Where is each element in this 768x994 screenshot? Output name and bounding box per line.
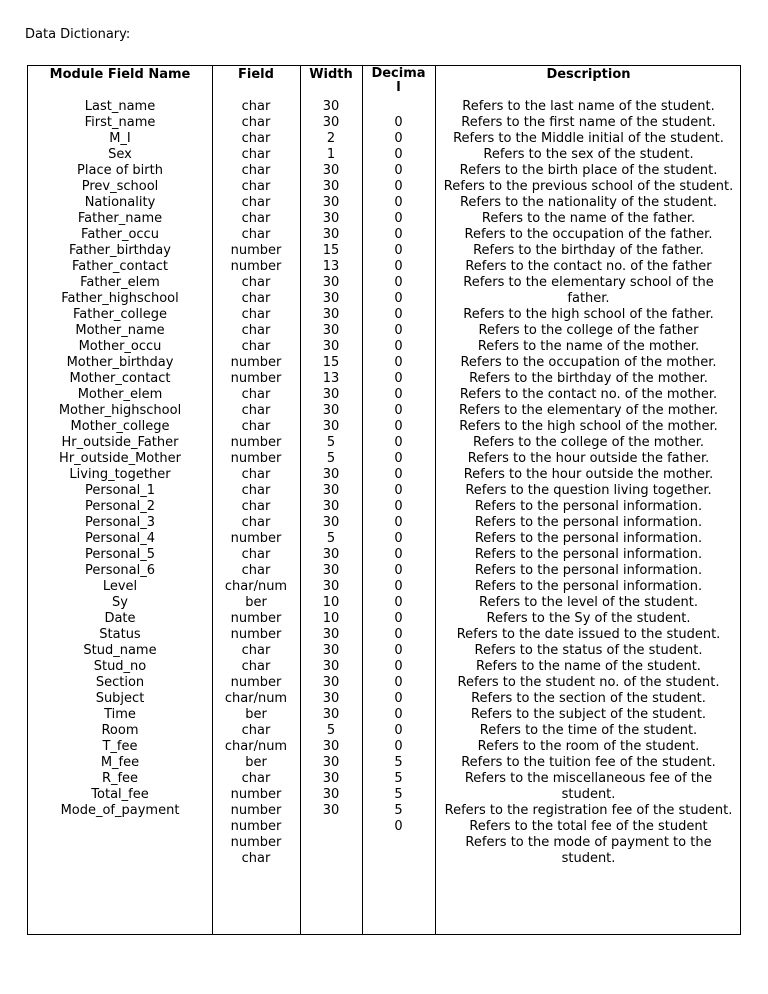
- module-field-name-cell: Living_together: [69, 467, 171, 482]
- field-type-cell: char: [241, 339, 271, 354]
- width-cell: 30: [322, 403, 340, 418]
- module-field-name-cell: Personal_6: [84, 563, 156, 578]
- decimal-cell: 0: [394, 339, 403, 354]
- description-cell: Refers to the student no. of the student.: [457, 675, 720, 690]
- description-cell: Refers to the hour outside the father.: [467, 451, 710, 466]
- decimal-cell: 0: [394, 451, 403, 466]
- field-type-cell: char: [241, 387, 271, 402]
- module-field-name-cell: T_fee: [102, 739, 138, 754]
- module-field-name-cell: Father_elem: [80, 275, 160, 290]
- description-cell: Refers to the birthday of the mother.: [469, 371, 708, 386]
- field-type-cell: char/num: [224, 579, 288, 594]
- width-cell: 30: [322, 467, 340, 482]
- width-cell: 30: [322, 787, 340, 802]
- decimal-cell: 0: [394, 179, 403, 194]
- module-field-name-cell: Stud_no: [93, 659, 147, 674]
- width-cell: 30: [322, 739, 340, 754]
- decimal-cell: 0: [394, 387, 403, 402]
- field-type-cell: char: [241, 275, 271, 290]
- module-field-name-cell: Father_occu: [81, 227, 159, 242]
- width-cell: 30: [322, 771, 340, 786]
- decimal-cell: 0: [394, 307, 403, 322]
- decimal-cell: [362, 99, 435, 115]
- decimal-cell: 0: [394, 611, 403, 626]
- field-type-cell: number: [230, 675, 282, 690]
- page-title: Data Dictionary:: [25, 27, 131, 42]
- module-field-name-cell: Father_name: [77, 211, 163, 226]
- decimal-cell: 0: [394, 723, 403, 738]
- decimal-list: [362, 99, 435, 835]
- module-field-name-cell: Father_highschool: [61, 291, 179, 306]
- width-cell: 30: [322, 419, 340, 434]
- width-cell: 30: [322, 275, 340, 290]
- description-cell: Refers to the elementary school of the father.: [463, 275, 714, 306]
- width-column: [300, 66, 362, 819]
- module-field-name-cell: Mode_of_payment: [60, 803, 180, 818]
- module-field-name-cell: Personal_3: [84, 515, 156, 530]
- width-cell: 5: [326, 531, 336, 546]
- width-cell: 30: [322, 339, 340, 354]
- description-cell: Refers to the status of the student.: [474, 643, 703, 658]
- description-cell: Refers to the occupation of the mother.: [460, 355, 717, 370]
- decimal-cell: 0: [394, 195, 403, 210]
- width-header: Width: [309, 67, 353, 82]
- module-field-name-cell: Father_college: [72, 307, 167, 322]
- decimal-cell: 0: [394, 291, 403, 306]
- module-field-name-cell: R_fee: [101, 771, 139, 786]
- field-type-cell: char: [241, 723, 271, 738]
- width-cell: 30: [322, 691, 340, 706]
- width-cell: 30: [322, 483, 340, 498]
- description-cell: Refers to the college of the father: [478, 323, 699, 338]
- width-cell: 30: [322, 627, 340, 642]
- width-list: [300, 99, 362, 819]
- field-type-cell: char: [241, 771, 271, 786]
- width-cell: 30: [322, 99, 340, 114]
- module-field-name-cell: Sex: [108, 147, 132, 162]
- field-type-cell: number: [230, 835, 282, 850]
- decimal-cell: 0: [394, 243, 403, 258]
- field-type-cell: ber: [245, 755, 267, 770]
- module-field-name-cell: Last_name: [84, 99, 156, 114]
- decimal-cell: 5: [394, 803, 403, 818]
- description-list: [441, 99, 736, 867]
- module-field-name-cell: Mother_college: [70, 419, 170, 434]
- module-field-name-cell: Mother_birthday: [66, 355, 174, 370]
- decimal-cell: 0: [394, 563, 403, 578]
- decimal-cell: 5: [394, 771, 403, 786]
- width-cell: 30: [322, 499, 340, 514]
- description-column: [435, 66, 742, 867]
- decimal-cell: 0: [394, 579, 403, 594]
- module-field-name-cell: Mother_highschool: [58, 403, 182, 418]
- description-cell: Refers to the subject of the student.: [470, 707, 707, 722]
- field-type-cell: char: [241, 467, 271, 482]
- width-cell: 30: [322, 323, 340, 338]
- module-column: [28, 66, 212, 819]
- decimal-cell: 0: [394, 211, 403, 226]
- field-type-cell: number: [230, 819, 282, 834]
- decimal-cell: 0: [394, 483, 403, 498]
- module-field-name-cell: M_I: [109, 131, 131, 146]
- description-cell: Refers to the high school of the mother.: [459, 419, 718, 434]
- field-type-cell: char: [241, 515, 271, 530]
- module-field-name-cell: Section: [95, 675, 145, 690]
- field-type-cell: number: [230, 355, 282, 370]
- module-field-name-cell: Personal_5: [84, 547, 156, 562]
- width-cell: 30: [322, 515, 340, 530]
- module-field-name-cell: Prev_school: [81, 179, 159, 194]
- field-list: [212, 99, 300, 867]
- module-field-name-cell: Mother_contact: [69, 371, 171, 386]
- width-cell: 13: [322, 371, 340, 386]
- field-type-cell: number: [230, 259, 282, 274]
- description-cell: Refers to the registration fee of the student.: [444, 803, 733, 818]
- field-type-cell: char: [241, 211, 271, 226]
- module-field-name-cell: First_name: [84, 115, 156, 130]
- decimal-cell: 0: [394, 691, 403, 706]
- module-field-name-cell: Total_fee: [91, 787, 149, 802]
- description-cell: Refers to the personal information.: [474, 515, 703, 530]
- description-cell: Refers to the last name of the student.: [462, 99, 715, 114]
- decimal-cell: 0: [394, 707, 403, 722]
- field-type-cell: number: [230, 611, 282, 626]
- decimal-cell: 0: [394, 643, 403, 658]
- description-cell: Refers to the total fee of the student: [469, 819, 708, 834]
- width-cell: 13: [322, 259, 340, 274]
- module-field-name-cell: Subject: [95, 691, 145, 706]
- field-type-cell: char: [241, 291, 271, 306]
- decimal-cell: 0: [394, 531, 403, 546]
- module-field-name-cell: Status: [99, 627, 141, 642]
- field-type-cell: number: [230, 243, 282, 258]
- module-field-name-cell: Mother_occu: [78, 339, 162, 354]
- decimal-cell: 0: [394, 131, 403, 146]
- width-cell: 30: [322, 755, 340, 770]
- module-field-name-cell: Time: [104, 707, 136, 722]
- description-cell: Refers to the personal information.: [474, 531, 703, 546]
- field-type-cell: char: [241, 147, 271, 162]
- module-field-name-cell: Hr_outside_Mother: [59, 451, 181, 466]
- description-cell: Refers to the Sy of the student.: [486, 611, 691, 626]
- description-cell: Refers to the Middle initial of the student.: [453, 131, 724, 146]
- field-type-cell: number: [230, 451, 282, 466]
- width-cell: 5: [326, 723, 336, 738]
- width-cell: 15: [322, 243, 340, 258]
- width-cell: 30: [322, 643, 340, 658]
- module-field-name-cell: Level: [102, 579, 138, 594]
- description-cell: Refers to the time of the student.: [479, 723, 698, 738]
- module-field-name-cell: Room: [101, 723, 139, 738]
- decimal-cell: 0: [394, 595, 403, 610]
- description-cell: Refers to the sex of the student.: [483, 147, 694, 162]
- width-cell: 30: [322, 115, 340, 130]
- field-type-cell: char: [241, 547, 271, 562]
- description-cell: Refers to the contact no. of the father: [465, 259, 712, 274]
- field-type-cell: char: [241, 851, 271, 866]
- data-dictionary-table: [27, 65, 741, 935]
- field-type-cell: char: [241, 419, 271, 434]
- description-cell: Refers to the question living together.: [465, 483, 712, 498]
- description-cell: Refers to the elementary of the mother.: [458, 403, 719, 418]
- description-cell: Refers to the birthday of the father.: [473, 243, 704, 258]
- width-cell: 30: [322, 707, 340, 722]
- module-field-name-cell: Father_birthday: [69, 243, 171, 258]
- field-type-cell: char: [241, 659, 271, 674]
- description-cell: Refers to the personal information.: [474, 563, 703, 578]
- width-cell: 30: [322, 547, 340, 562]
- module-field-name-cell: Stud_name: [83, 643, 157, 658]
- description-cell: Refers to the college of the mother.: [473, 435, 704, 450]
- field-type-cell: char: [241, 483, 271, 498]
- decimal-cell: 0: [394, 547, 403, 562]
- module-field-name-cell: Place of birth: [77, 163, 163, 178]
- width-cell: 1: [326, 147, 336, 162]
- decimal-cell: 0: [394, 467, 403, 482]
- module-field-name-cell: Personal_4: [84, 531, 156, 546]
- width-cell: 30: [322, 659, 340, 674]
- description-cell: Refers to the nationality of the student.: [459, 195, 718, 210]
- description-cell: Refers to the level of the student.: [479, 595, 698, 610]
- field-type-cell: char: [241, 99, 271, 114]
- module-field-name-cell: Mother_name: [75, 323, 165, 338]
- module-list: [28, 99, 212, 819]
- decimal-cell: 0: [394, 403, 403, 418]
- field-type-cell: number: [230, 627, 282, 642]
- description-cell: Refers to the personal information.: [474, 579, 703, 594]
- width-cell: 30: [322, 227, 340, 242]
- width-cell: 2: [326, 131, 336, 146]
- width-cell: 15: [322, 355, 340, 370]
- field-type-cell: number: [230, 803, 282, 818]
- module-field-name-cell: Sy: [112, 595, 128, 610]
- description-cell: Refers to the name of the mother.: [477, 339, 700, 354]
- module-field-name-cell: M_fee: [100, 755, 140, 770]
- field-type-cell: ber: [245, 707, 267, 722]
- description-cell: Refers to the hour outside the mother.: [463, 467, 714, 482]
- decimal-cell: 0: [394, 419, 403, 434]
- width-cell: 30: [322, 195, 340, 210]
- description-cell: Refers to the personal information.: [474, 547, 703, 562]
- decimal-header: Decima l: [371, 66, 426, 95]
- description-cell: Refers to the name of the student.: [476, 659, 701, 674]
- decimal-cell: 0: [394, 147, 403, 162]
- width-cell: 30: [322, 803, 340, 818]
- description-cell: Refers to the previous school of the student.: [443, 179, 734, 194]
- module-field-name-cell: Date: [104, 611, 136, 626]
- width-cell: 30: [322, 179, 340, 194]
- decimal-column: [362, 66, 435, 835]
- decimal-cell: 0: [394, 227, 403, 242]
- decimal-cell: 0: [394, 435, 403, 450]
- width-cell: 30: [322, 387, 340, 402]
- field-type-cell: ber: [245, 595, 267, 610]
- field-type-cell: char: [241, 323, 271, 338]
- description-cell: Refers to the room of the student.: [477, 739, 700, 754]
- description-cell: Refers to the personal information.: [474, 499, 703, 514]
- module-field-name-cell: Father_contact: [71, 259, 169, 274]
- decimal-cell: 5: [394, 787, 403, 802]
- description-header: Description: [546, 67, 631, 82]
- field-type-cell: char: [241, 307, 271, 322]
- decimal-cell: 0: [394, 819, 403, 834]
- decimal-cell: 0: [394, 163, 403, 178]
- decimal-cell: 0: [394, 499, 403, 514]
- field-type-cell: number: [230, 531, 282, 546]
- decimal-cell: 0: [394, 275, 403, 290]
- width-cell: 30: [322, 211, 340, 226]
- description-cell: Refers to the name of the father.: [481, 211, 696, 226]
- description-cell: Refers to the high school of the father.: [463, 307, 714, 322]
- description-cell: Refers to the birth place of the student.: [459, 163, 718, 178]
- field-type-cell: char/num: [224, 739, 288, 754]
- width-cell: 30: [322, 291, 340, 306]
- field-column: [212, 66, 300, 867]
- decimal-cell: 0: [394, 659, 403, 674]
- field-type-cell: char: [241, 163, 271, 178]
- width-cell: 30: [322, 675, 340, 690]
- module-field-name-cell: Mother_elem: [77, 387, 163, 402]
- width-cell: 5: [326, 451, 336, 466]
- description-cell: Refers to the date issued to the student.: [456, 627, 721, 642]
- module-field-name-cell: Hr_outside_Father: [61, 435, 179, 450]
- field-type-cell: number: [230, 435, 282, 450]
- field-type-cell: number: [230, 787, 282, 802]
- module-field-name-cell: Personal_1: [84, 483, 156, 498]
- description-cell: Refers to the mode of payment to the student.: [465, 835, 712, 866]
- width-cell: 5: [326, 435, 336, 450]
- field-type-cell: char: [241, 115, 271, 130]
- field-type-cell: number: [230, 371, 282, 386]
- field-type-cell: char: [241, 179, 271, 194]
- width-cell: 30: [322, 563, 340, 578]
- description-cell: Refers to the first name of the student.: [461, 115, 716, 130]
- module-field-name-cell: Personal_2: [84, 499, 156, 514]
- decimal-cell: 0: [394, 627, 403, 642]
- width-cell: 30: [322, 307, 340, 322]
- description-cell: Refers to the miscellaneous fee of the student.: [464, 771, 713, 802]
- field-type-cell: char: [241, 131, 271, 146]
- description-cell: Refers to the tuition fee of the student.: [461, 755, 716, 770]
- decimal-cell: 0: [394, 739, 403, 754]
- width-cell: 10: [322, 611, 340, 626]
- width-cell: 10: [322, 595, 340, 610]
- description-cell: Refers to the section of the student.: [471, 691, 706, 706]
- description-cell: Refers to the occupation of the father.: [464, 227, 713, 242]
- decimal-cell: 0: [394, 323, 403, 338]
- decimal-cell: 0: [394, 371, 403, 386]
- module-header: Module Field Name: [49, 67, 191, 82]
- decimal-cell: 5: [394, 755, 403, 770]
- field-type-cell: char: [241, 499, 271, 514]
- field-type-cell: char: [241, 643, 271, 658]
- decimal-cell: 0: [394, 355, 403, 370]
- decimal-cell: 0: [394, 675, 403, 690]
- decimal-cell: 0: [394, 259, 403, 274]
- decimal-cell: 0: [394, 515, 403, 530]
- module-field-name-cell: Nationality: [84, 195, 156, 210]
- decimal-cell: 0: [394, 115, 403, 130]
- field-type-cell: char: [241, 563, 271, 578]
- width-cell: 30: [322, 579, 340, 594]
- field-type-cell: char: [241, 403, 271, 418]
- description-cell: Refers to the contact no. of the mother.: [459, 387, 718, 402]
- field-header: Field: [238, 67, 274, 82]
- field-type-cell: char: [241, 195, 271, 210]
- field-type-cell: char: [241, 227, 271, 242]
- width-cell: 30: [322, 163, 340, 178]
- field-type-cell: char/num: [224, 691, 288, 706]
